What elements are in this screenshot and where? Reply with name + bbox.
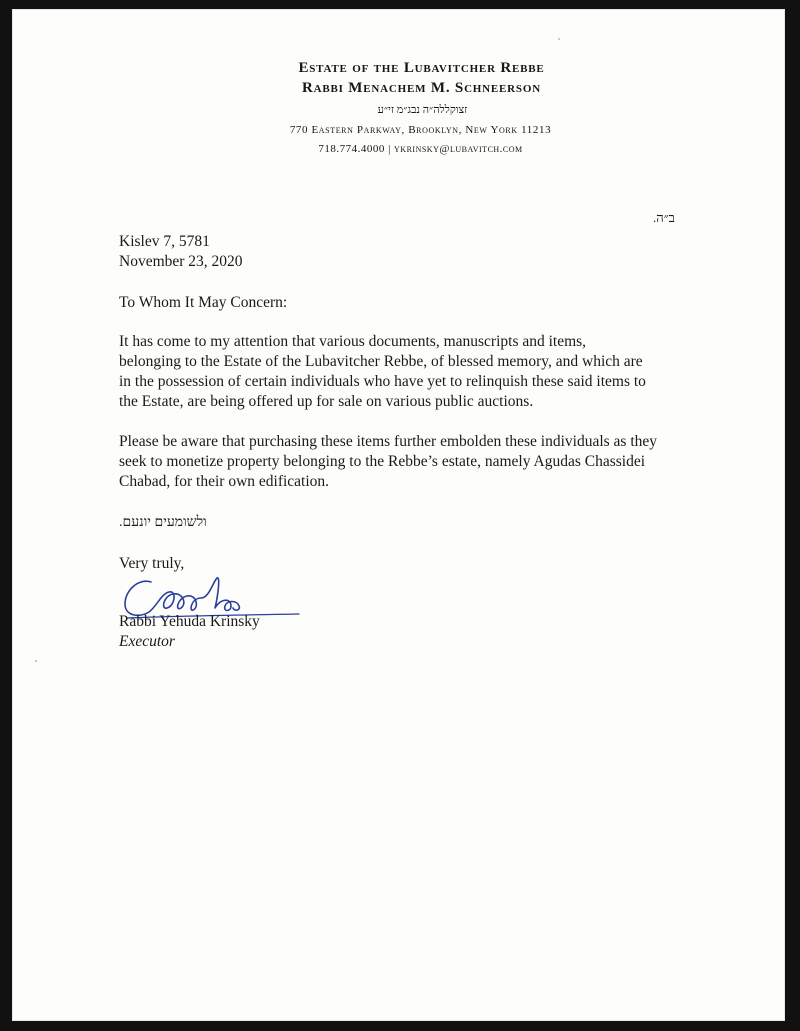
hebrew-closing: ולשומעים יונעם.: [119, 515, 207, 530]
letterhead-address: 770 Eastern Parkway, Brooklyn, New York 11213: [289, 124, 552, 136]
letterhead-contact: 718.774.4000 | ykrinsky@lubavitch.com: [318, 143, 523, 155]
paragraph-line: belonging to the Estate of the Lubavitcher Rebbe, of blessed memory, and which are: [119, 353, 643, 370]
letterhead-estate-name: Estate of the Lubavitcher Rebbe: [298, 60, 545, 76]
bh-notation: ב״ה.: [653, 210, 675, 225]
body-paragraph-2: [119, 432, 729, 492]
letterhead-hebrew-honorific: זצוקללה״ה נבג״מ זי״ע: [377, 104, 468, 116]
closing: Very truly,: [119, 555, 185, 572]
signature-stroke: [125, 578, 239, 615]
signer-name: Rabbi Yehuda Krinsky: [119, 613, 260, 630]
date-gregorian: November 23, 2020: [119, 253, 243, 270]
paragraph-line: in the possession of certain individuals who have yet to relinquish these said items to: [119, 373, 646, 390]
letterhead-rabbi-name: Rabbi Menachem M. Schneerson: [302, 80, 541, 96]
paper-speck: [35, 660, 37, 662]
date-hebrew: Kislev 7, 5781: [119, 233, 210, 250]
salutation: To Whom It May Concern:: [119, 294, 288, 311]
body-paragraph-1: [119, 332, 719, 412]
paragraph-line: Chabad, for their own edification.: [119, 473, 330, 490]
paragraph-line: seek to monetize property belonging to the Rebbe’s estate, namely Agudas Chassidei: [119, 453, 646, 470]
paper-speck: [558, 38, 560, 40]
paragraph-line: Please be aware that purchasing these items further embolden these individuals as they: [119, 433, 658, 450]
signer-title: Executor: [119, 633, 175, 650]
letter-page: [12, 9, 785, 1021]
paragraph-line: the Estate, are being offered up for sale on various public auctions.: [119, 393, 534, 410]
paragraph-line: It has come to my attention that various documents, manuscripts and items,: [119, 333, 587, 350]
